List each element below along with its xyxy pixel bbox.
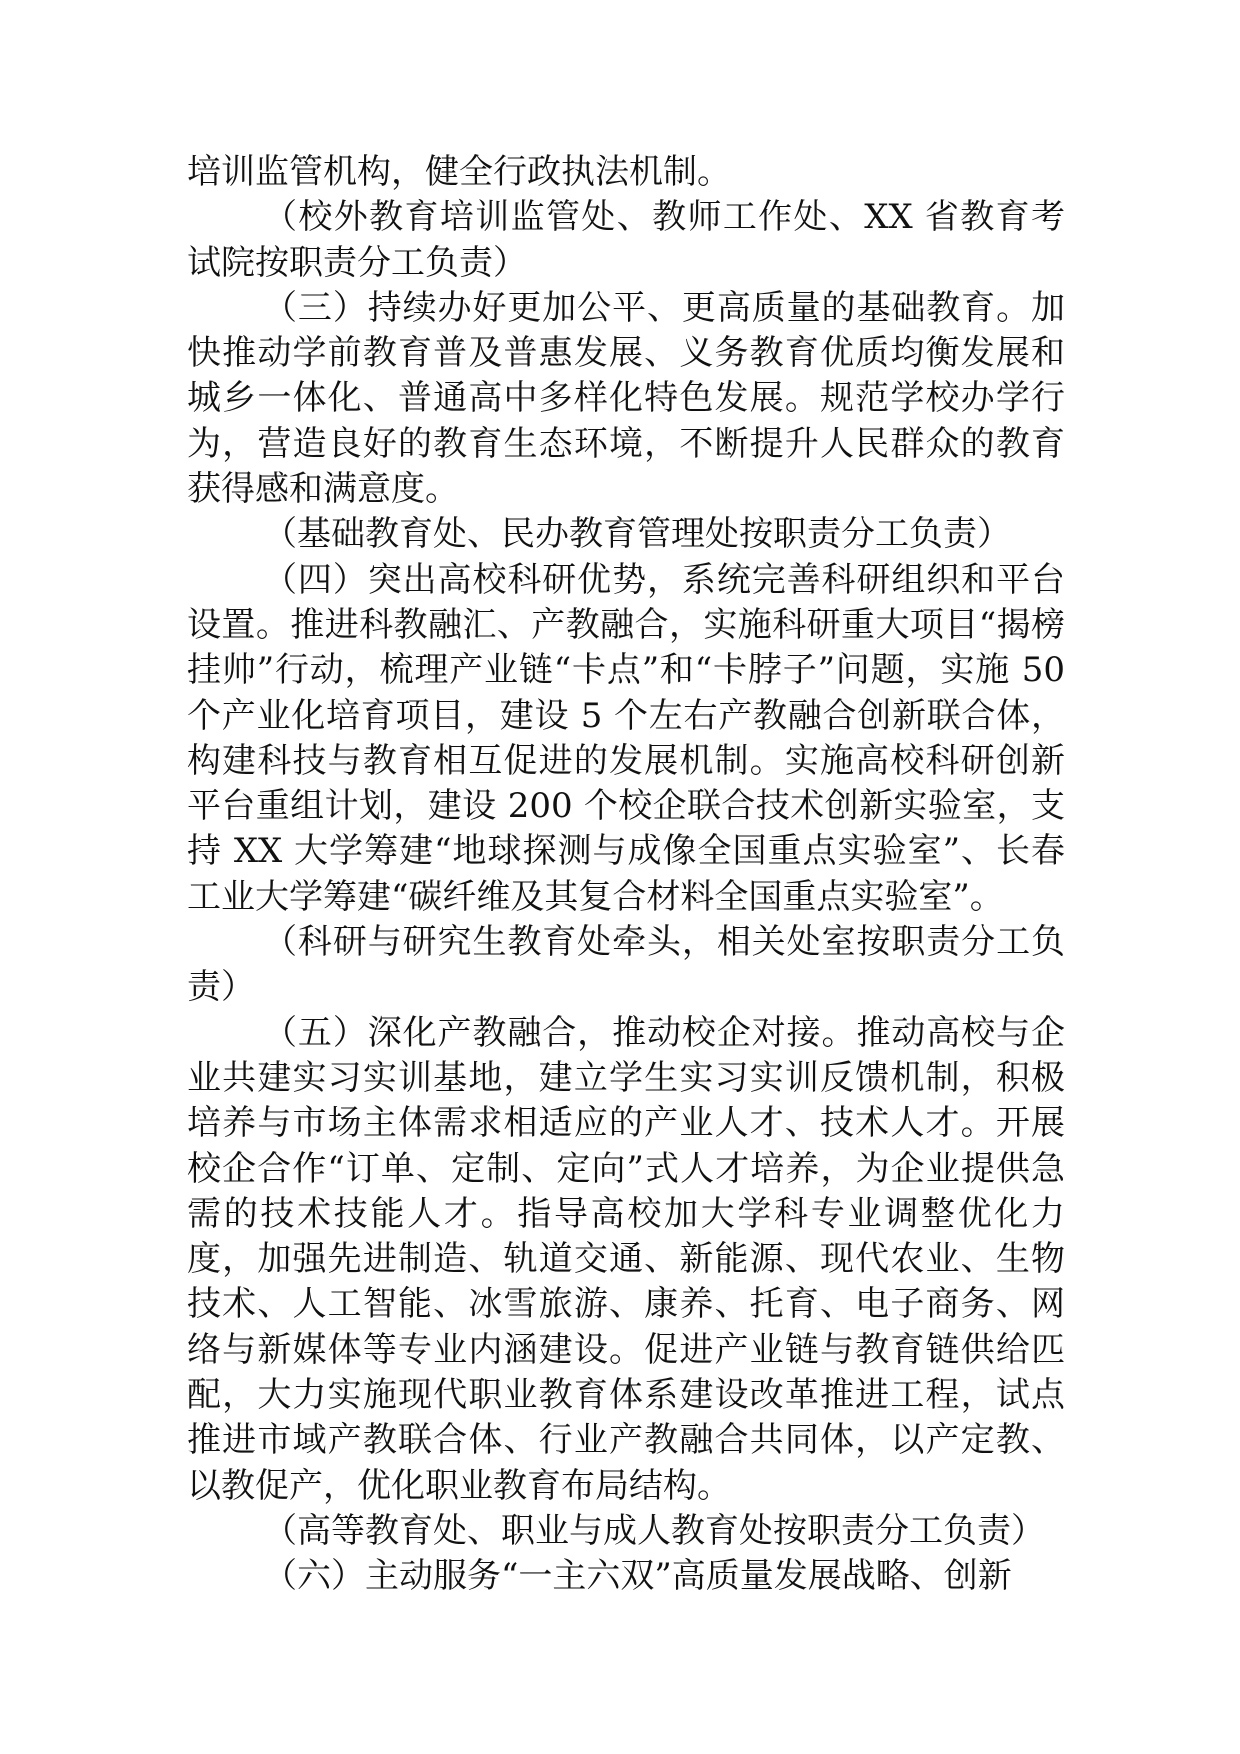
paragraph-responsibility-note: （高等教育处、职业与成人教育处按职责分工负责） [263,1510,1045,1551]
paragraph-section-6: （六）主动服务“一主六双”高质量发展战略、创新 [263,1556,1012,1597]
paragraph-continuation: 培训监管机构，健全行政执法机制。 [187,152,731,192]
paragraph-section-5: （五）深化产教融合，推动校企对接。推动高校与企业共建实习实训基地，建立学生实习实训反馈机制，积极培养与市场主体需求相适应的产业人才、技术人才。开展校企合作“订单、定制、定向”式人才培养，为企业提供急需的技术技能人才。指导高校加大学科专业调整优化力度，加强先进制造、轨道交通、新能源、现代农业、生物技术、人工智能、冰雪旅游、康养、托育、电子商务、网络与新媒体等专业内涵建设。促进产业链与教育链供给匹配，大力实施现代职业教育体系建设改革推进工程，试点推进市域产教联合体、行业产教融合共同体，以产定教、以教促产，优化职业教育布局结构。 [187,1012,1065,1506]
paragraph-responsibility-note: （校外教育培训监管处、教师工作处、XX 省教育考试院按职责分工负责） [187,197,1065,283]
paragraph-responsibility-note: （基础教育处、民办教育管理处按职责分工负责） [263,514,1011,555]
paragraph-responsibility-note: （科研与研究生教育处牵头，相关处室按职责分工负责） [187,922,1065,1008]
paragraph-section-4: （四）突出高校科研优势，系统完善科研组织和平台设置。推进科教融汇、产教融合，实施科研重大项目“揭榜挂帅”行动，梳理产业链“卡点”和“卡脖子”问题，实施 50 个产业化培育项目，建设 5 个左右产教融合创新联合体，构建科技与教育相互促进的发展机制。实施高校科研创新平台重组计划，建设 200 个校企联合技术创新实验室，支持 XX 大学筹建“地球探测与成像全国重点实验室”、长春工业大学筹建“碳纤维及其复合材料全国重点实验室”。 [187,559,1065,917]
document-body [187,150,1065,1600]
paragraph-section-3: （三）持续办好更加公平、更高质量的基础教育。加快推动学前教育普及普惠发展、义务教育优质均衡发展和城乡一体化、普通高中多样化特色发展。规范学校办学行为，营造良好的教育生态环境，不断提升人民群众的教育获得感和满意度。 [187,287,1065,510]
